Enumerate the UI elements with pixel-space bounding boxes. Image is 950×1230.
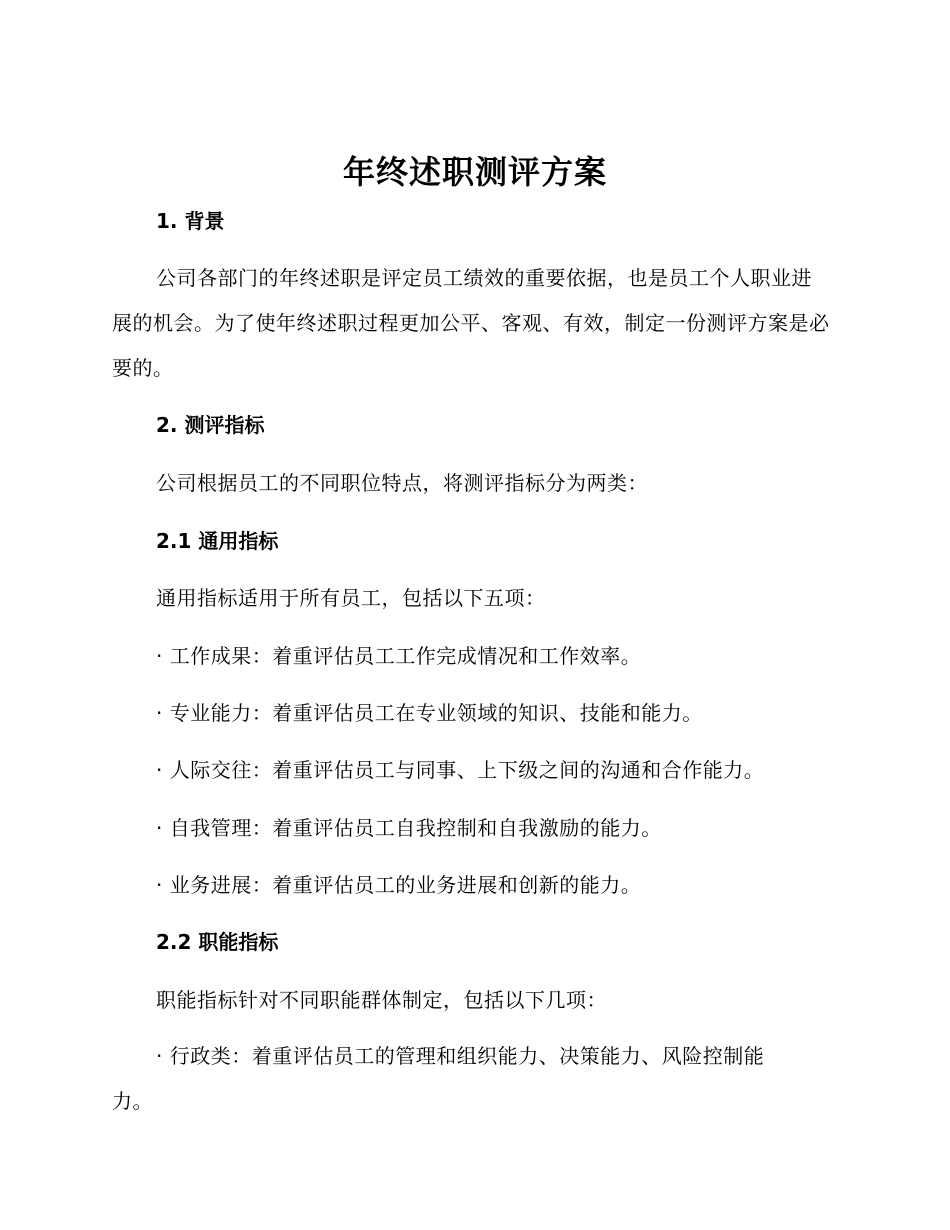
- indicators-intro: 公司根据员工的不同职位特点，将测评指标分为两类：: [156, 471, 648, 495]
- functional-intro: 职能指标针对不同职能群体制定，包括以下几项：: [156, 988, 607, 1012]
- list-item: · 行政类：着重评估员工的管理和组织能力、决策能力、风险控制能力。: [112, 1044, 765, 1113]
- list-item: · 自我管理：着重评估员工自我控制和自我激励的能力。: [156, 816, 662, 840]
- background-paragraph: 公司各部门的年终述职是评定员工绩效的重要依据，也是员工个人职业进展的机会。为了使年终述职过程更加公平、客观、有效，制定一份测评方案是必要的。: [112, 266, 830, 380]
- list-item: · 工作成果：着重评估员工工作完成情况和工作效率。: [156, 644, 642, 668]
- subsection-heading-functional: 2.2 职能指标: [156, 930, 279, 954]
- general-intro: 通用指标适用于所有员工，包括以下五项：: [156, 586, 546, 610]
- list-item: · 人际交往：着重评估员工与同事、上下级之间的沟通和合作能力。: [156, 758, 765, 782]
- subsection-heading-general: 2.1 通用指标: [156, 529, 279, 553]
- list-item: · 业务进展：着重评估员工的业务进展和创新的能力。: [156, 873, 642, 897]
- list-item: · 专业能力：着重评估员工在专业领域的知识、技能和能力。: [156, 701, 703, 725]
- section-heading-background: 1. 背景: [156, 209, 225, 233]
- section-heading-indicators: 2. 测评指标: [156, 413, 265, 437]
- document-title: 年终述职测评方案: [342, 153, 607, 191]
